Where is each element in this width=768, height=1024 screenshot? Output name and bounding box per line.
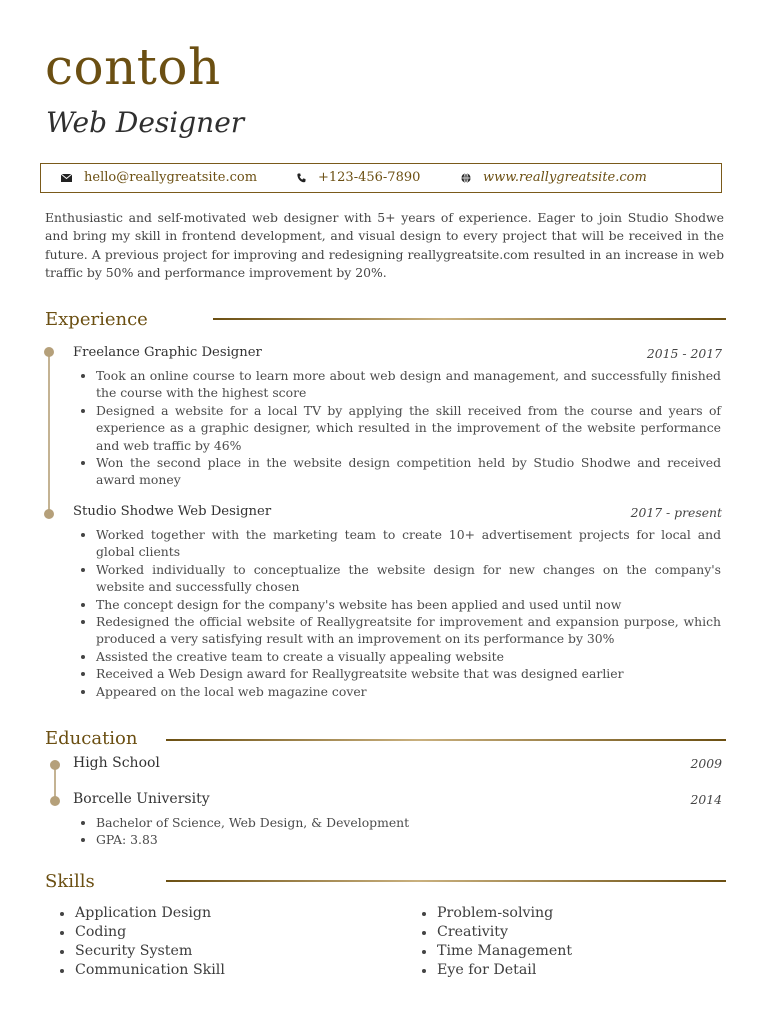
list-item: Won the second place in the website design competition held by Studio Shodwe and received award money — [96, 455, 721, 488]
timeline-dot — [44, 347, 54, 357]
education-date: 2014 — [690, 792, 722, 807]
experience-timeline — [48, 352, 50, 514]
skill-item: Eye for Detail — [437, 961, 572, 980]
list-item: GPA: 3.83 — [96, 831, 721, 848]
skills-heading: Skills — [45, 871, 95, 892]
skill-item: Time Management — [437, 943, 573, 959]
skill-item: Application Design — [75, 904, 225, 923]
timeline-dot — [50, 796, 60, 806]
list-item: The concept design for the company's website has been applied and used until now — [96, 596, 721, 613]
experience-divider — [213, 318, 726, 320]
contact-website[interactable] — [461, 170, 647, 185]
education-bullets — [96, 814, 721, 849]
list-item: Designed a website for a local TV by applying the skill received from the course and years of experience as a graphic designer, which resulted in the improvement of the website performance and web traffic by 46% — [96, 402, 721, 453]
timeline-dot — [50, 760, 60, 770]
list-item: Took an online course to learn more about web design and management, and successfully finished the course with the highest score — [96, 368, 721, 401]
list-item: Assisted the creative team to create a visually appealing website — [96, 648, 721, 665]
skill-item: Creativity — [437, 923, 572, 942]
education-divider — [166, 739, 726, 741]
job-bullets — [96, 367, 721, 489]
skill-item: Coding — [75, 923, 225, 942]
job-role: Web Designer — [46, 106, 245, 139]
contact-bar — [40, 163, 722, 193]
skills-list-left — [75, 904, 225, 980]
email-text: hello@reallygreatsite.com — [84, 170, 258, 185]
skills-divider — [166, 880, 726, 882]
contact-phone[interactable] — [297, 170, 420, 185]
list-item: Appeared on the local web magazine cover — [96, 683, 721, 700]
list-item: Bachelor of Science, Web Design, & Development — [96, 814, 721, 831]
education-heading: Education — [45, 728, 138, 749]
education-date: 2009 — [690, 756, 722, 771]
skill-item: Security System — [75, 942, 225, 961]
education-title: Borcelle University — [73, 791, 210, 807]
job-date: 2015 - 2017 — [646, 346, 722, 361]
resume-name: contoh — [45, 38, 221, 96]
job-bullets — [96, 526, 721, 700]
job-title: Freelance Graphic Designer — [73, 345, 262, 360]
globe-icon — [461, 173, 471, 183]
education-title: High School — [73, 755, 160, 771]
list-item: Worked together with the marketing team to create 10+ advertisement projects for local and global clients — [96, 527, 721, 560]
contact-email[interactable] — [61, 170, 257, 185]
phone-icon — [297, 173, 306, 183]
phone-text: +123-456-7890 — [318, 170, 421, 185]
skill-item: Communication Skill — [75, 962, 225, 978]
timeline-dot — [44, 509, 54, 519]
job-date: 2017 - present — [630, 505, 722, 520]
list-item: Redesigned the official website of Reallygreatsite for improvement and expansion purpose, which produced a very satisfying result with an improvement on its performance by 30% — [96, 614, 721, 647]
envelope-icon — [61, 174, 72, 182]
website-text: www.reallygreatsite.com — [483, 170, 647, 185]
skill-item: Problem-solving — [437, 904, 572, 923]
summary-paragraph: Enthusiastic and self-motivated web designer with 5+ years of experience. Eager to join Studio Shodwe and bring my skill in frontend development, and visual design to every project that will be received in the future. A previous project for improving and redesigning reallygreatsite.com resulted in an increase in web traffic by 50% and performance improvement by 20%. — [45, 210, 724, 280]
job-title: Studio Shodwe Web Designer — [73, 504, 272, 519]
list-item: Worked individually to conceptualize the website design for new changes on the company's website and successfully chosen — [96, 561, 721, 595]
experience-heading: Experience — [45, 309, 148, 330]
skills-list-right — [437, 904, 572, 980]
list-item: Received a Web Design award for Reallygreatsite website that was designed earlier — [96, 665, 721, 682]
